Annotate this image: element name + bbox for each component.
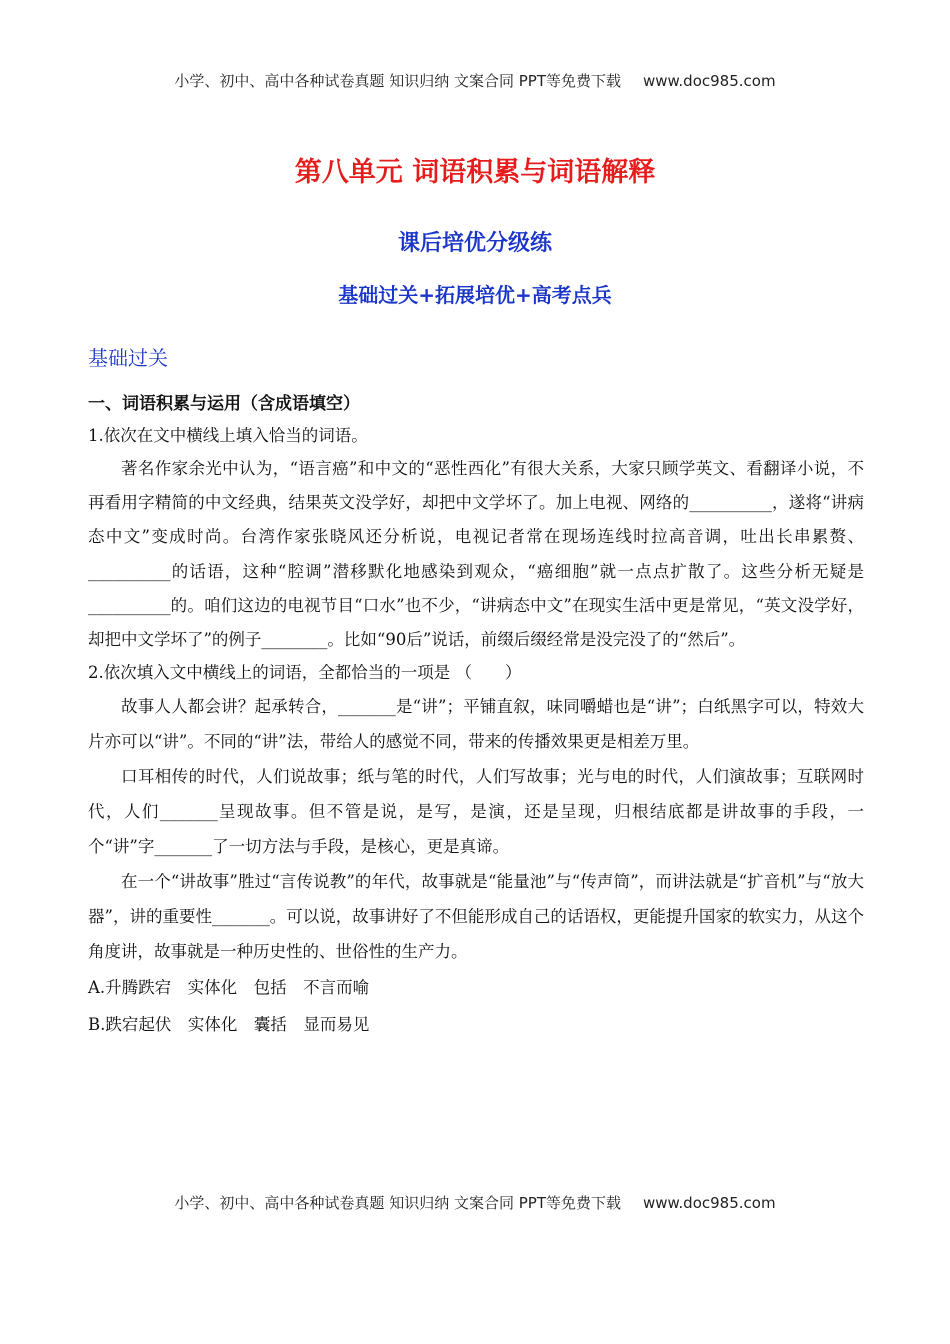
question-2-paragraph: 在一个“讲故事”胜过“言传说教”的年代，故事就是“能量池”与“传声筒”，而讲法就是“扩音机”与“放大器”，讲的重要性_______。可以说，故事讲好了不但能形成自己的话语权，更能提升国家的软实力，从这个角度讲，故事就是一种历史性的、世俗性的生产力。 <box>88 872 864 962</box>
section-heading: 基础过关 <box>88 346 168 370</box>
page-header <box>0 70 950 91</box>
page-subtitle-2: 基础过关+拓展培优+高考点兵 <box>338 283 612 307</box>
option-a: A.升腾跌宕 实体化 包括 不言而喻 <box>88 978 370 998</box>
question-2-paragraph: 口耳相传的时代，人们说故事；纸与笔的时代，人们写故事；光与电的时代，人们演故事；互联网时代，人们_______呈现故事。但不管是说，是写，是演，还是呈现，归根结底都是讲故事的手段，一个“讲”字_______了一切方法与手段，是核心，更是真谛。 <box>88 767 864 857</box>
question-1-passage: 著名作家余光中认为，“语言癌”和中文的“恶性西化”有很大关系，大家只顾学英文、看翻译小说，不再看用字精简的中文经典，结果英文没学好，却把中文学坏了。加上电视、网络的__________，遂将“讲病态中文”变成时尚。台湾作家张晓风还分析说，电视记者常在现场连线时拉高音调，吐出长串累赘、__________的话语，这种“腔调”潜移默化地感染到观众，“癌细胞”就一点点扩散了。这些分析无疑是__________的。咱们这边的电视节目“口水”也不少，“讲病态中文”在现实生活中更是常见，“英文没学好，却把中文学坏了”的例子________。比如“90后”说话，前缀后缀经常是没完没了的“然后”。 <box>88 459 864 650</box>
footer-url[interactable]: www.doc985.com <box>642 1194 776 1212</box>
question-2-paragraph: 故事人人都会讲？起承转合，_______是“讲”；平铺直叙，味同嚼蜡也是“讲”；白纸黑字可以，特效大片亦可以“讲”。不同的“讲”法，带给人的感觉不同，带来的传播效果更是相差万里。 <box>88 697 864 752</box>
page-title: 第八单元 词语积累与词语解释 <box>294 157 656 188</box>
question-2-stem: 2.依次填入文中横线上的词语，全都恰当的一项是 （ ） <box>88 663 522 683</box>
footer-text: 小学、初中、高中各种试卷真题 知识归纳 文案合同 PPT等免费下载 <box>174 1194 621 1212</box>
header-text: 小学、初中、高中各种试卷真题 知识归纳 文案合同 PPT等免费下载 <box>174 72 621 90</box>
header-url[interactable]: www.doc985.com <box>642 72 776 90</box>
page-footer <box>0 1192 950 1213</box>
page-subtitle: 课后培优分级练 <box>397 231 552 256</box>
question-1-stem: 1.依次在文中横线上填入恰当的词语。 <box>88 426 368 445</box>
part-heading: 一、词语积累与运用（含成语填空） <box>88 394 360 414</box>
content-body <box>88 388 864 1043</box>
option-b: B.跌宕起伏 实体化 囊括 显而易见 <box>88 1015 370 1035</box>
